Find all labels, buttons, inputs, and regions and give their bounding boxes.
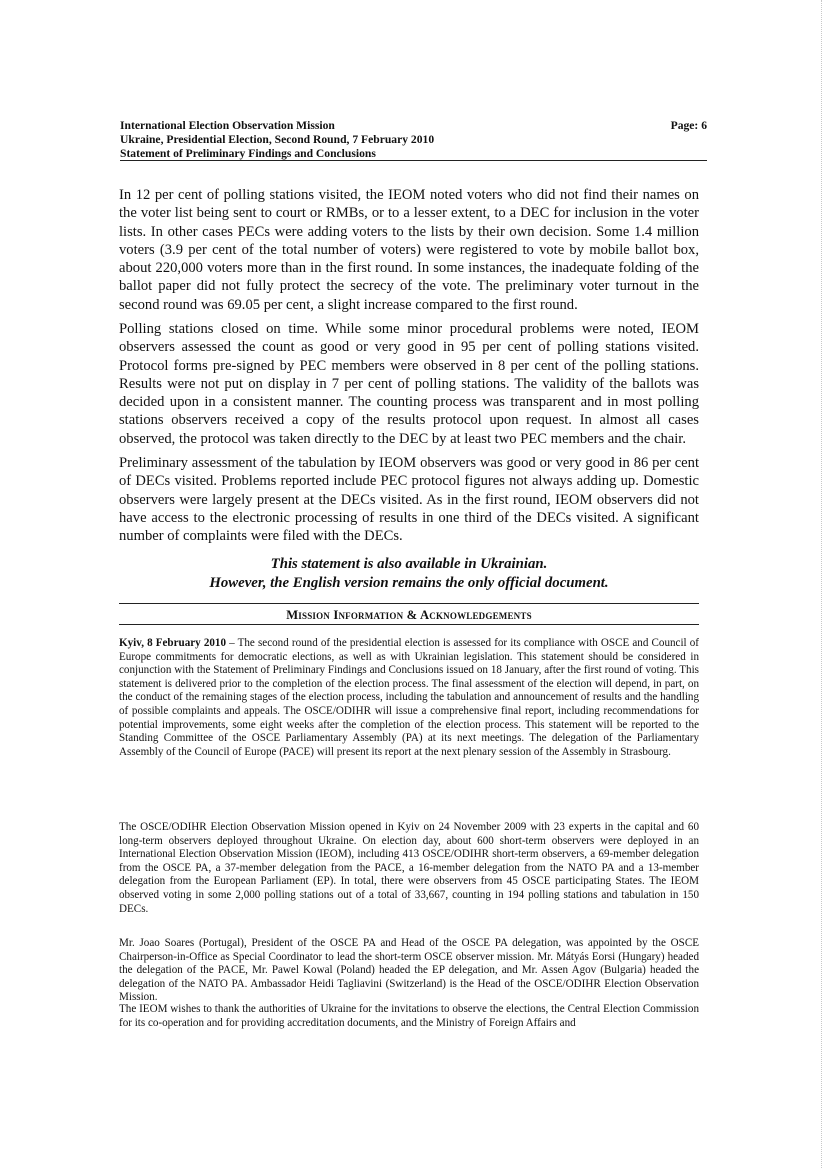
- paragraph-tabulation: Preliminary assessment of the tabulation by IEOM observers was good or very good in 86 per cent of DECs visited. Problems reported include PEC protocol figures not always adding up. Domestic observers were largely present at the DECs visited. As in the first round, IEOM observers did not have access to the electronic processing of results in one third of the DECs visited. A significant number of complaints were filed with the DECs.: [119, 455, 699, 545]
- mission-paragraph-assessment: [119, 637, 699, 759]
- mission-paragraph-deployment: The OSCE/ODIHR Election Observation Mission opened in Kyiv on 24 November 2009 with 23 experts in the capital and 60 long-term observers deployed throughout Ukraine. On election day, about 600 short-term observers were deployed in an International Election Observation Mission (IEOM), including 413 OSCE/ODIHR short-term observers, a 69-member delegation from the OSCE PA, a 37-member delegation from the PACE, a 16-member delegation from the NATO PA and a 13-member delegation from the European Parliament (EP). In total, there were observers from 45 OSCE participating States. The IEOM observed voting in some 2,000 polling stations out of a total of 33,667, counting in 194 polling stations and tabulation in 150 DECs.: [119, 821, 699, 915]
- mission-paragraph-thanks: The IEOM wishes to thank the authorities of Ukraine for the invitations to observe the elections, the Central Election Commission for its co-operation and for providing accreditation documents, and the Ministry of Foreign Affairs and: [119, 1003, 699, 1029]
- page-number: Page: 6: [670, 119, 707, 132]
- notice-line-ukrainian: This statement is also available in Ukrainian.: [270, 556, 548, 572]
- section-rule-top: [119, 603, 699, 604]
- mission-paragraph-heads: Mr. Joao Soares (Portugal), President of the OSCE PA and Head of the OSCE PA delegation, was appointed by the OSCE Chairperson-in-Office as Special Coordinator to lead the short-term OSCE observer mission. Mr. Mátyás Eorsi (Hungary) headed the delegation of the PACE, Mr. Pawel Kowal (Poland) headed the EP delegation, and Mr. Assen Agov (Bulgaria) headed the delegation of the NATO PA. Ambassador Heidi Tagliavini (Switzerland) is the Head of the OSCE/ODIHR Election Observation Mission.: [119, 937, 699, 1004]
- mission-paragraph-assessment-text: – The second round of the presidential election is assessed for its compliance with OSCE and Council of Europe commitments for democratic elections, as well as with Ukrainian legislation. This statement should be considered in conjunction with the Statement of Preliminary Findings and Conclusions issued on 18 January, after the first round of voting. This statement is delivered prior to the completion of the election process. The final assessment of the election will depend, in part, on the conduct of the remaining stages of the election process, including the tabulation and announcement of results and the handling of possible complaints and appeals. The OSCE/ODIHR will issue a comprehensive final report, including recommendations for potential improvements, some eight weeks after the completion of the election process. This statement will be reported to the Standing Committee of the OSCE Parliamentary Assembly (PA) at its next meetings. The delegation of the Parliamentary Assembly of the Council of Europe (PACE) will present its report at the next plenary session of the Assembly in Strasbourg.: [119, 637, 699, 758]
- header-divider: [120, 160, 707, 161]
- page-header: [120, 119, 707, 161]
- header-statement-title: Statement of Preliminary Findings and Conclusions: [120, 147, 376, 160]
- section-rule-bottom: [119, 624, 699, 625]
- paragraph-voter-lists: In 12 per cent of polling stations visited, the IEOM noted voters who did not find their names on the voter list being sent to court or RMBs, or to a lesser extent, to a DEC for inclusion in the voter lists. In other cases PECs were adding voters to the lists by their own decision. Some 1.4 million voters (3.9 per cent of the total number of voters) were registered to vote by mobile ballot box, about 220,000 voters more than in the first round. In some instances, the inadequate folding of the ballot paper did not fully protect the secrecy of the vote. The preliminary voter turnout in the second round was 69.05 per cent, a slight increase compared to the first round.: [119, 187, 699, 313]
- dateline: Kyiv, 8 February 2010: [119, 637, 227, 649]
- notice-line-official: However, the English version remains the only official document.: [209, 574, 609, 591]
- paragraph-polling-closing: Polling stations closed on time. While some minor procedural problems were noted, IEOM observers assessed the count as good or very good in 95 per cent of polling stations visited. Protocol forms pre-signed by PEC members were observed in 8 per cent of the polling stations. Results were not put on display in 7 per cent of polling stations. The validity of the ballots was decided upon in a consistent manner. The counting process was transparent and in most polling stations observers received a copy of the results protocol upon request. In almost all cases observed, the protocol was taken directly to the DEC by at least two PEC members and the chair.: [119, 321, 699, 447]
- language-notice: [119, 555, 699, 592]
- scan-edge: [821, 0, 822, 1168]
- header-mission-name: International Election Observation Mission: [120, 119, 335, 132]
- section-title: Mission Information & Acknowledgements: [286, 608, 532, 622]
- header-election-name: Ukraine, Presidential Election, Second Round, 7 February 2010: [120, 133, 435, 146]
